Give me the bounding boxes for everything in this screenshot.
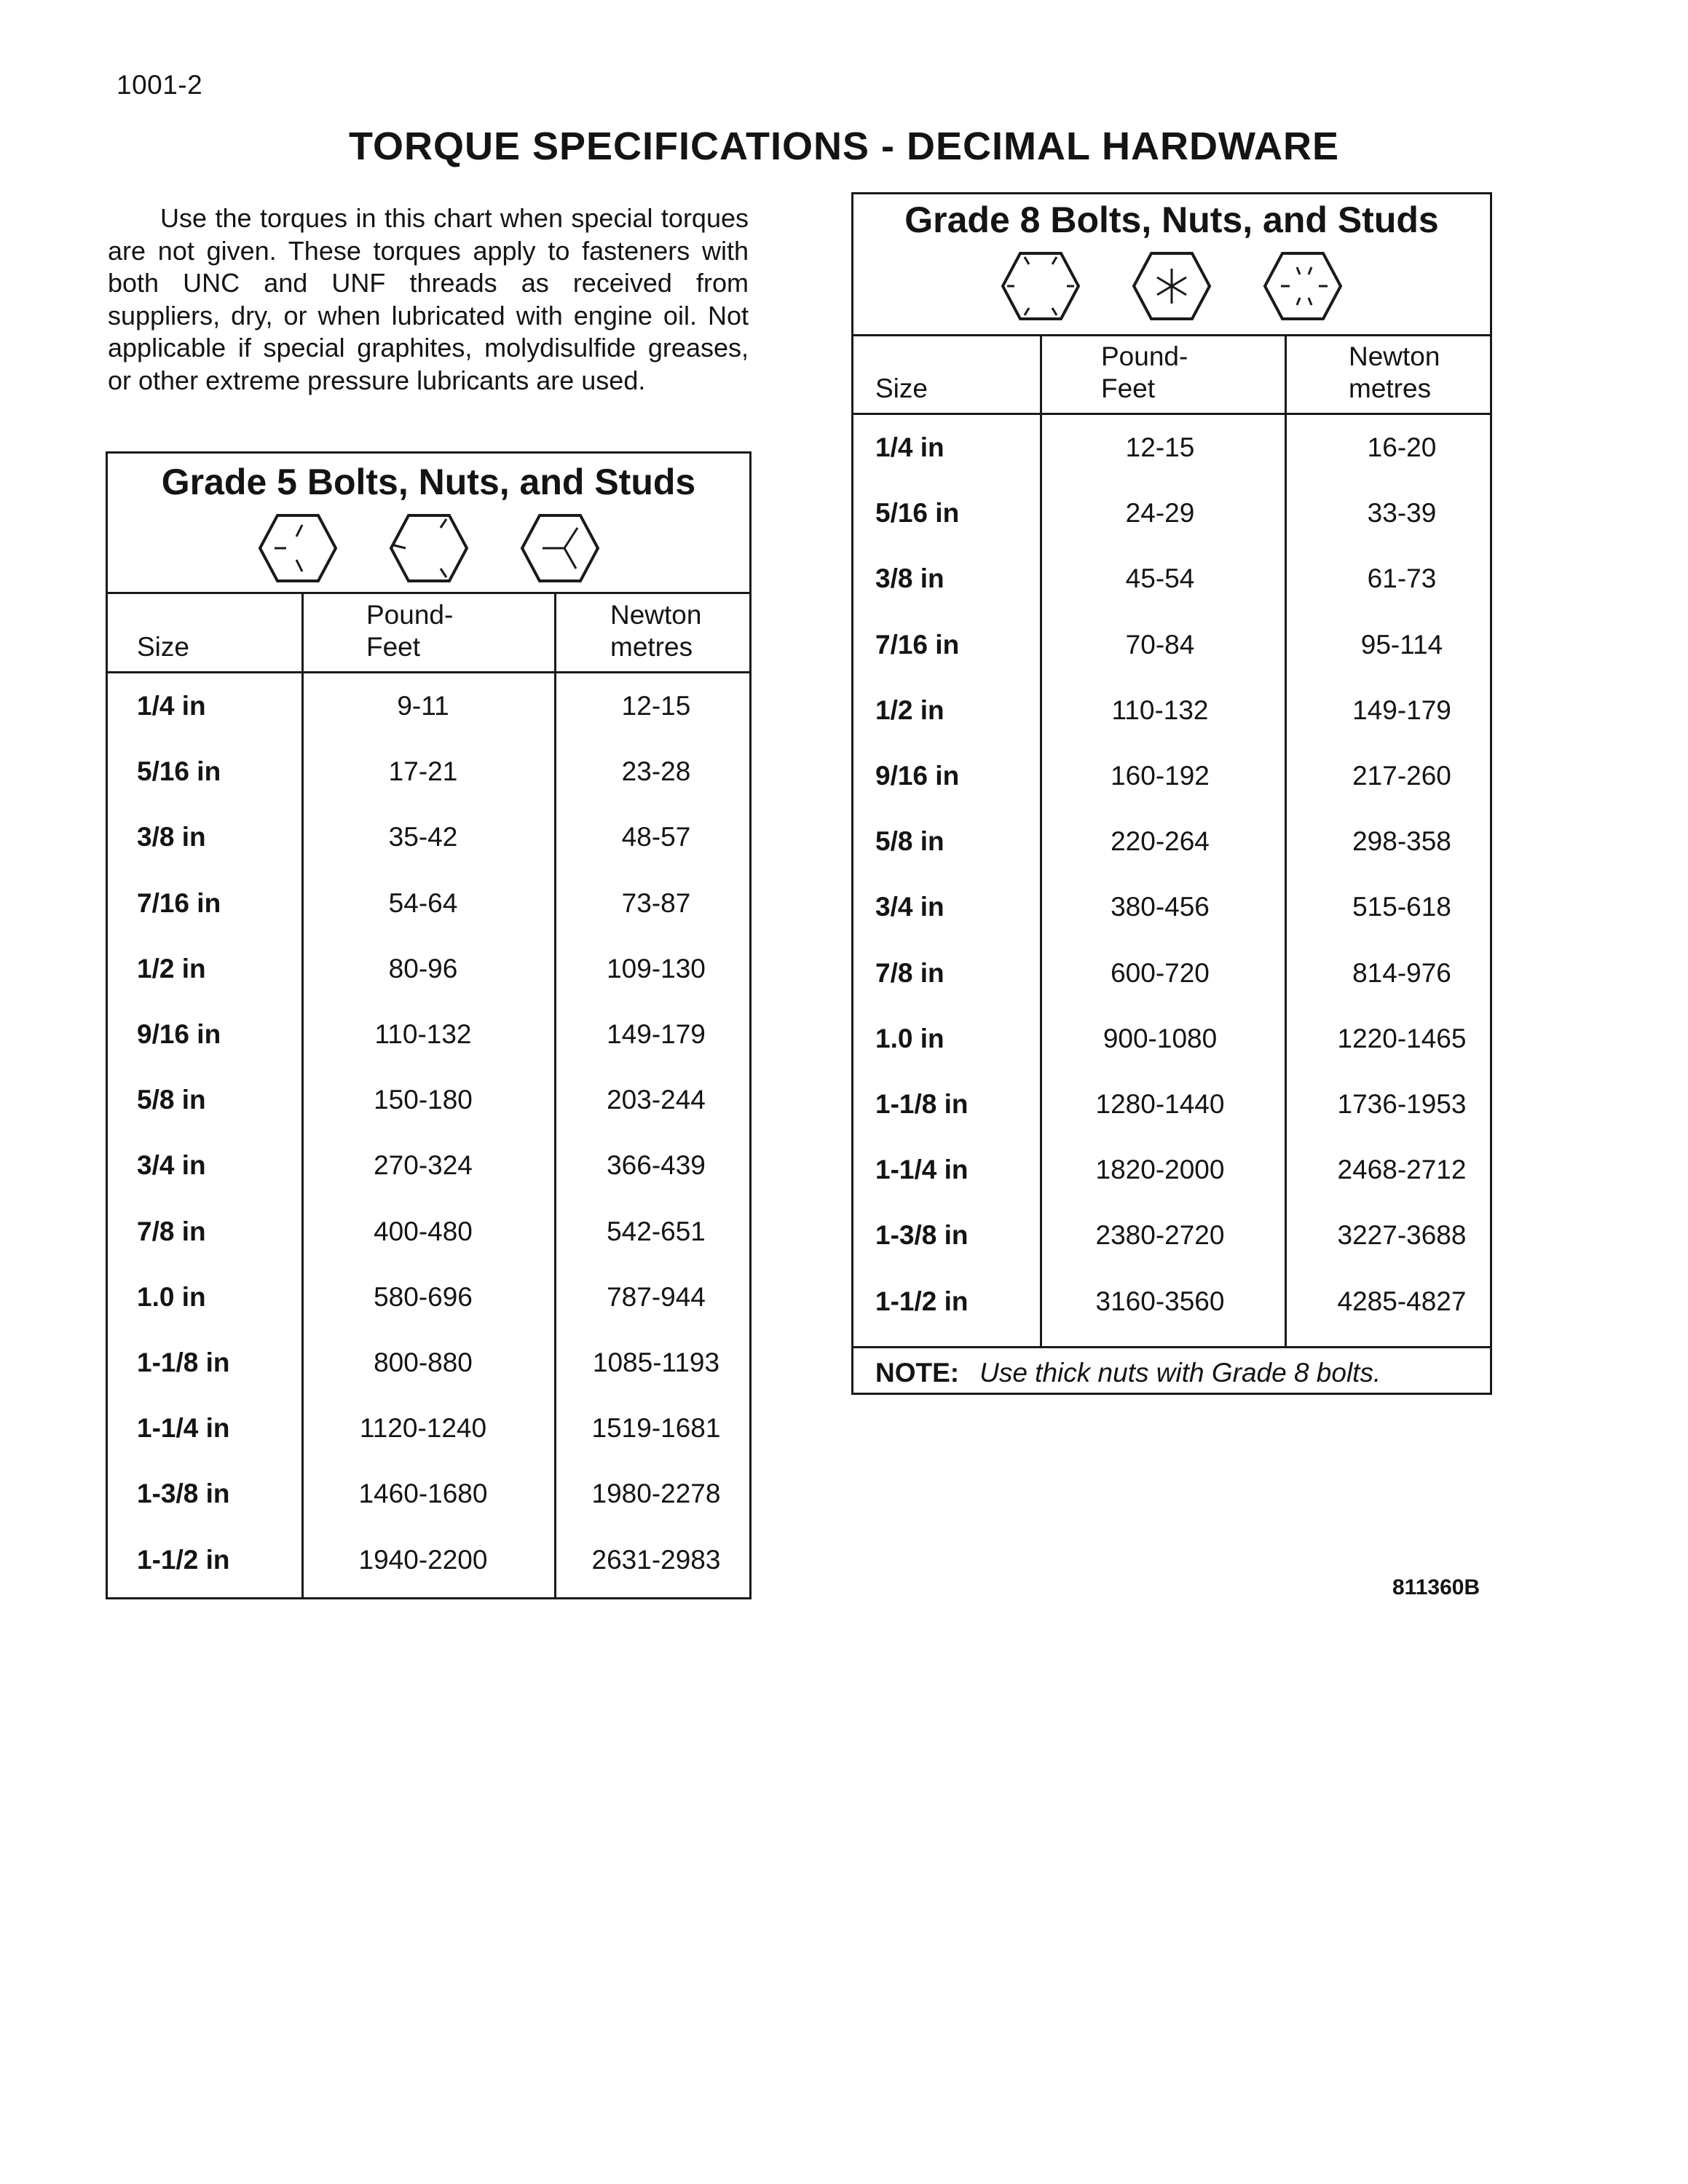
size-cell: 3/8 in bbox=[137, 822, 206, 852]
size-cell: 1/4 in bbox=[875, 432, 944, 463]
grade8-rows bbox=[853, 415, 1490, 1334]
size-cell: 1.0 in bbox=[137, 1281, 206, 1312]
hex-bolt-3-edge-marks-icon bbox=[388, 513, 470, 583]
pound-feet-cell: 35-42 bbox=[388, 822, 458, 852]
pound-feet-cell: 45-54 bbox=[1125, 563, 1195, 594]
page-number: 1001-2 bbox=[117, 70, 203, 100]
pound-feet-cell: 17-21 bbox=[388, 756, 458, 787]
newton-metres-cell: 149-179 bbox=[1352, 695, 1451, 725]
newton-metres-cell: 515-618 bbox=[1352, 892, 1451, 922]
hex-bolt-3-radial-marks-icon bbox=[257, 513, 339, 583]
grade5-marking-icons bbox=[108, 513, 749, 583]
table-row bbox=[853, 874, 1490, 940]
pound-feet-cell: 150-180 bbox=[374, 1085, 473, 1115]
table-row bbox=[108, 871, 749, 936]
table-row bbox=[853, 612, 1490, 678]
size-cell: 1-1/4 in bbox=[875, 1155, 969, 1185]
intro-paragraph bbox=[108, 202, 749, 397]
newton-metres-cell: 48-57 bbox=[621, 822, 691, 852]
newton-metres-cell: 23-28 bbox=[621, 756, 691, 787]
pound-feet-cell: 1280-1440 bbox=[1095, 1088, 1225, 1119]
newton-metres-cell: 4285-4827 bbox=[1337, 1286, 1467, 1316]
document-code: 811360B bbox=[1392, 1575, 1480, 1599]
table-row bbox=[108, 739, 749, 804]
size-cell: 1/2 in bbox=[875, 695, 944, 725]
newton-metres-cell: 73-87 bbox=[621, 887, 691, 918]
pound-feet-column-label-line1: Pound- bbox=[366, 600, 454, 630]
pound-feet-cell: 24-29 bbox=[1125, 498, 1195, 529]
pound-feet-cell: 2380-2720 bbox=[1095, 1220, 1225, 1251]
size-cell: 3/4 in bbox=[137, 1150, 206, 1181]
newton-metres-cell: 2468-2712 bbox=[1337, 1155, 1467, 1185]
table-row bbox=[108, 804, 749, 870]
newton-metres-cell: 542-651 bbox=[607, 1216, 706, 1246]
size-cell: 1/4 in bbox=[137, 691, 206, 721]
size-column-label: Size bbox=[137, 632, 189, 662]
pound-feet-column-label-line1: Pound- bbox=[1101, 341, 1188, 371]
newton-metres-cell: 298-358 bbox=[1352, 826, 1451, 857]
table-row bbox=[108, 1330, 749, 1396]
grade8-column-header bbox=[853, 336, 1490, 415]
newton-metres-column-label-line1: Newton bbox=[1349, 341, 1440, 371]
grade5-rows bbox=[108, 673, 749, 1593]
pound-feet-cell: 3160-3560 bbox=[1095, 1286, 1225, 1316]
table-row bbox=[108, 1265, 749, 1330]
size-cell: 3/8 in bbox=[875, 563, 944, 594]
grade5-column-header bbox=[108, 594, 749, 673]
pound-feet-cell: 1120-1240 bbox=[359, 1413, 487, 1444]
pound-feet-cell: 80-96 bbox=[388, 953, 458, 984]
pound-feet-cell: 270-324 bbox=[374, 1150, 473, 1181]
hex-bolt-3-line-marks-icon bbox=[519, 513, 601, 583]
size-cell: 5/16 in bbox=[137, 756, 221, 787]
table-row bbox=[108, 1002, 749, 1067]
newton-metres-cell: 1980-2278 bbox=[591, 1479, 721, 1509]
table-row bbox=[853, 1137, 1490, 1203]
pound-feet-cell: 400-480 bbox=[374, 1216, 473, 1246]
size-cell: 5/8 in bbox=[137, 1085, 206, 1115]
newton-metres-cell: 33-39 bbox=[1367, 498, 1437, 529]
newton-metres-cell: 203-244 bbox=[607, 1085, 706, 1115]
grade8-note bbox=[853, 1346, 1490, 1395]
grade8-table-header bbox=[853, 194, 1490, 336]
table-row bbox=[108, 1461, 749, 1527]
pound-feet-cell: 600-720 bbox=[1111, 957, 1210, 988]
note-text: Use thick nuts with Grade 8 bolts. bbox=[979, 1358, 1381, 1388]
pound-feet-cell: 160-192 bbox=[1111, 761, 1210, 791]
table-row bbox=[108, 936, 749, 1002]
size-cell: 7/16 in bbox=[875, 629, 960, 660]
table-row bbox=[853, 480, 1490, 546]
pound-feet-cell: 70-84 bbox=[1125, 629, 1195, 660]
table-row bbox=[853, 546, 1490, 612]
grade8-marking-icons bbox=[853, 251, 1490, 321]
size-cell: 7/8 in bbox=[137, 1216, 206, 1246]
size-cell: 1-1/4 in bbox=[137, 1413, 230, 1444]
size-cell: 1-3/8 in bbox=[137, 1479, 230, 1509]
newton-metres-column-label-line2: metres bbox=[1349, 373, 1432, 403]
pound-feet-cell: 1940-2200 bbox=[358, 1544, 488, 1575]
newton-metres-cell: 95-114 bbox=[1360, 629, 1443, 660]
pound-feet-cell: 110-132 bbox=[374, 1019, 472, 1050]
pound-feet-cell: 1820-2000 bbox=[1095, 1155, 1225, 1185]
newton-metres-cell: 12-15 bbox=[621, 691, 691, 721]
size-cell: 1-1/8 in bbox=[875, 1088, 969, 1119]
table-row bbox=[853, 415, 1490, 480]
table-row bbox=[108, 1396, 749, 1461]
size-cell: 9/16 in bbox=[137, 1019, 221, 1050]
size-cell: 5/8 in bbox=[875, 826, 944, 857]
pound-feet-cell: 580-696 bbox=[374, 1281, 473, 1312]
table-row bbox=[853, 941, 1490, 1006]
table-row bbox=[853, 1203, 1490, 1268]
hex-bolt-6-edge-marks-icon bbox=[1000, 251, 1081, 321]
hex-bolt-6-dash-marks-icon bbox=[1262, 251, 1344, 321]
table-row bbox=[108, 673, 749, 739]
table-row bbox=[108, 1133, 749, 1198]
size-cell: 1-1/2 in bbox=[875, 1286, 969, 1316]
size-cell: 9/16 in bbox=[875, 761, 960, 791]
pound-feet-cell: 1460-1680 bbox=[358, 1479, 488, 1509]
grade5-title: Grade 5 Bolts, Nuts, and Studs bbox=[161, 462, 696, 502]
pound-feet-cell: 54-64 bbox=[388, 887, 458, 918]
newton-metres-cell: 3227-3688 bbox=[1337, 1220, 1467, 1251]
pound-feet-column-label-line2: Feet bbox=[1101, 373, 1156, 403]
table-row bbox=[853, 1006, 1490, 1072]
newton-metres-cell: 814-976 bbox=[1352, 957, 1451, 988]
grade8-title: Grade 8 Bolts, Nuts, and Studs bbox=[904, 199, 1439, 240]
size-cell: 1.0 in bbox=[875, 1023, 944, 1053]
pound-feet-cell: 110-132 bbox=[1111, 695, 1209, 725]
newton-metres-cell: 61-73 bbox=[1367, 563, 1437, 594]
pound-feet-column-label-line2: Feet bbox=[366, 632, 421, 662]
pound-feet-cell: 900-1080 bbox=[1103, 1023, 1218, 1053]
pound-feet-cell: 220-264 bbox=[1111, 826, 1210, 857]
grade5-table bbox=[106, 451, 752, 1599]
newton-metres-cell: 16-20 bbox=[1367, 432, 1437, 463]
size-cell: 7/16 in bbox=[137, 887, 221, 918]
table-row bbox=[853, 678, 1490, 743]
pound-feet-cell: 12-15 bbox=[1125, 432, 1195, 463]
newton-metres-cell: 109-130 bbox=[607, 953, 706, 984]
newton-metres-cell: 1085-1193 bbox=[592, 1347, 720, 1377]
newton-metres-cell: 787-944 bbox=[607, 1281, 706, 1312]
newton-metres-cell: 366-439 bbox=[607, 1150, 706, 1181]
size-cell: 7/8 in bbox=[875, 957, 944, 988]
size-cell: 1/2 in bbox=[137, 953, 206, 984]
newton-metres-cell: 217-260 bbox=[1352, 761, 1451, 791]
note-label: NOTE: bbox=[875, 1358, 960, 1388]
table-row bbox=[108, 1527, 749, 1592]
newton-metres-cell: 1736-1953 bbox=[1337, 1088, 1467, 1119]
pound-feet-cell: 9-11 bbox=[397, 691, 449, 721]
size-cell: 3/4 in bbox=[875, 892, 944, 922]
table-row bbox=[853, 1268, 1490, 1334]
newton-metres-cell: 2631-2983 bbox=[591, 1544, 721, 1575]
table-row bbox=[108, 1199, 749, 1265]
newton-metres-column-label-line1: Newton bbox=[610, 600, 702, 630]
newton-metres-cell: 149-179 bbox=[607, 1019, 706, 1050]
page-title: TORQUE SPECIFICATIONS - DECIMAL HARDWARE bbox=[348, 124, 1340, 168]
intro-text: Use the torques in this chart when special torques are not given. These torques apply to fasteners with both UNC and UNF threads as received from suppliers, dry, or when lubricated with engine oil. Not applicable if special graphites, molydisulfide greases, or other extreme pressure lubricants are used. bbox=[108, 203, 749, 395]
grade8-table bbox=[851, 192, 1492, 1395]
size-cell: 1-3/8 in bbox=[875, 1220, 969, 1251]
newton-metres-cell: 1519-1681 bbox=[591, 1413, 721, 1444]
newton-metres-column-label-line2: metres bbox=[610, 632, 693, 662]
pound-feet-cell: 800-880 bbox=[374, 1347, 473, 1377]
table-row bbox=[853, 809, 1490, 874]
size-cell: 5/16 in bbox=[875, 498, 960, 529]
hex-bolt-6-radial-lines-icon bbox=[1131, 251, 1212, 321]
pound-feet-cell: 380-456 bbox=[1111, 892, 1210, 922]
grade5-table-header bbox=[108, 454, 749, 594]
table-row bbox=[108, 1067, 749, 1133]
newton-metres-cell: 1220-1465 bbox=[1337, 1023, 1467, 1053]
size-cell: 1-1/8 in bbox=[137, 1347, 230, 1377]
table-row bbox=[853, 1072, 1490, 1137]
table-row bbox=[853, 743, 1490, 809]
size-cell: 1-1/2 in bbox=[137, 1544, 230, 1575]
size-column-label: Size bbox=[875, 373, 928, 403]
